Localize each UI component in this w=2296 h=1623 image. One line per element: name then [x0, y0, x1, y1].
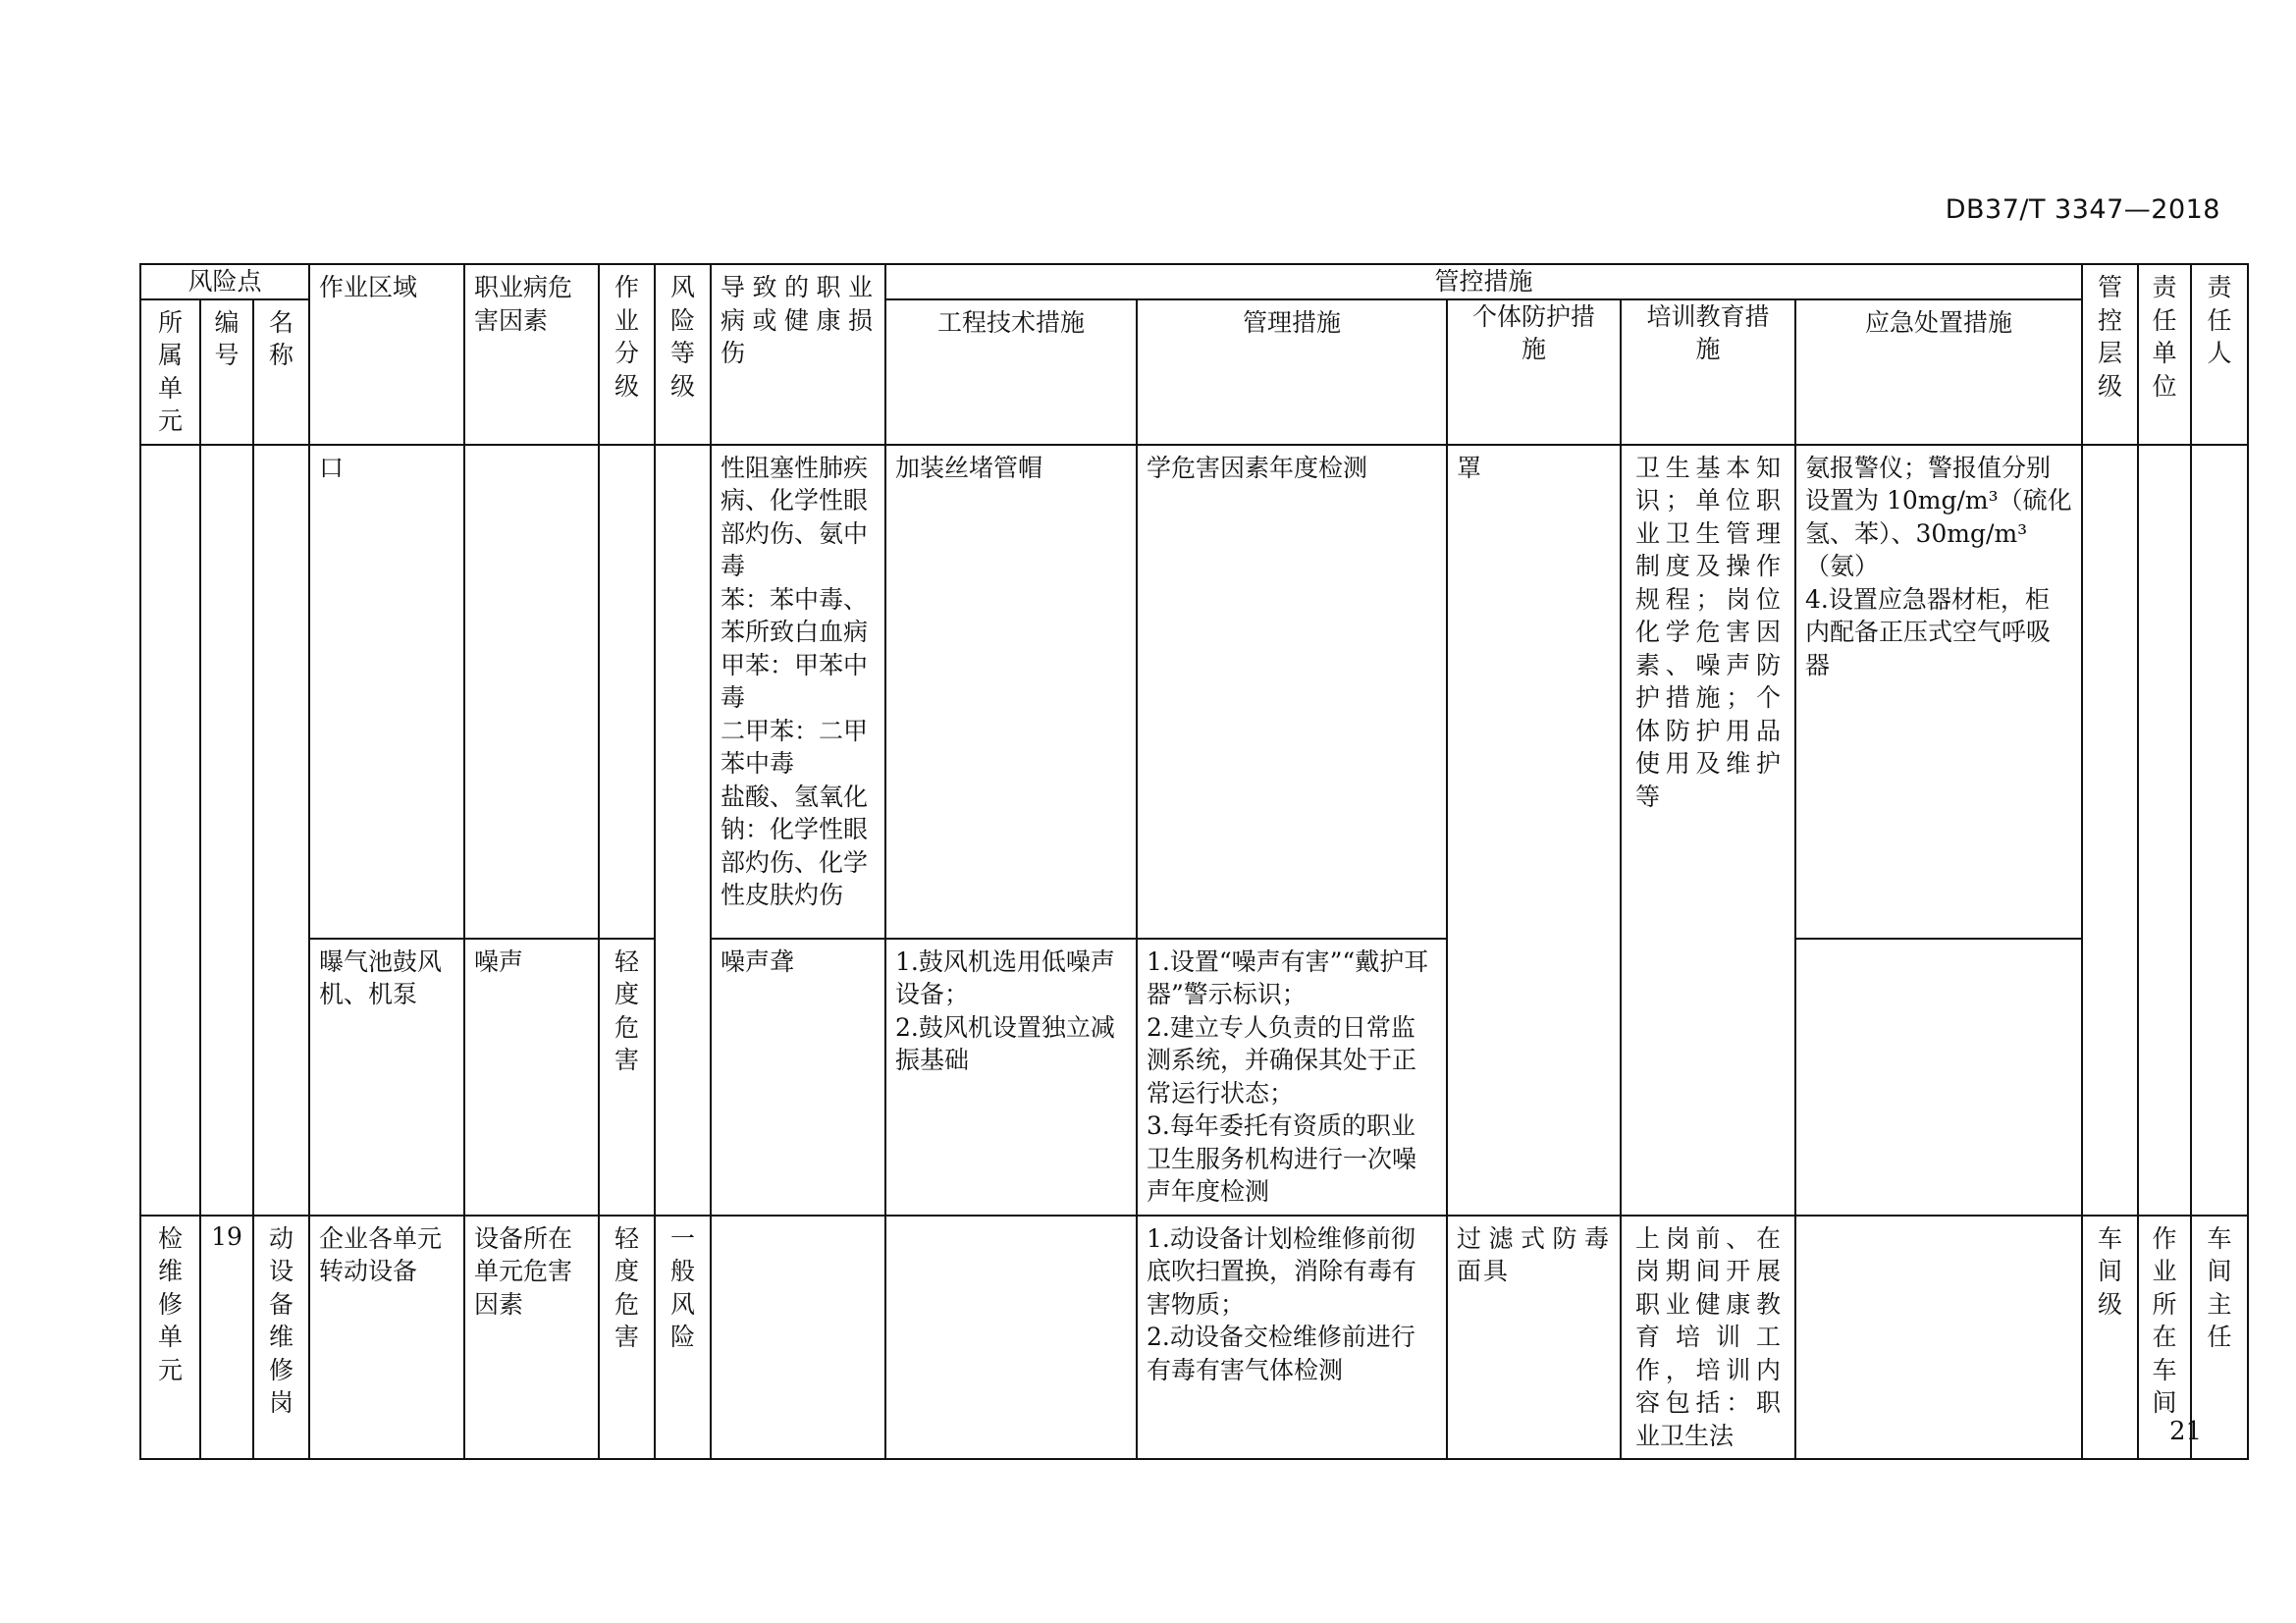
- header-control-measures: 管控措施: [885, 264, 2082, 299]
- management-line: 2.建立专人负责的日常监测系统，并确保其处于正常运行状态；: [1147, 1012, 1417, 1108]
- cell-control-level: 车间级: [2082, 1216, 2138, 1460]
- cell-disease: 噪声聋: [711, 939, 885, 1216]
- disease-line: 甲苯：甲苯中毒: [721, 650, 869, 712]
- cell-resp-unit: 作业所在车间: [2138, 1216, 2191, 1460]
- header-resp-unit: 责任单位: [2138, 264, 2191, 445]
- header-unit: 所属单元: [140, 299, 200, 445]
- disease-line: 苯：苯中毒、苯所致白血病: [721, 584, 869, 646]
- cell-disease: [711, 1216, 885, 1460]
- cell-work-grade: 轻度危害: [599, 939, 655, 1216]
- cell-risk-level: 一般风险: [655, 1216, 711, 1460]
- cell-name: [253, 445, 309, 1216]
- disease-line: 性阻塞性肺疾病、化学性眼部灼伤、氨中毒: [721, 453, 869, 580]
- risk-control-table: [139, 263, 2249, 1460]
- cell-disease: [711, 445, 885, 939]
- header-control-level: 管控层级: [2082, 264, 2138, 445]
- header-row-1: [140, 264, 2248, 299]
- engineering-line: 2.鼓风机设置独立减振基础: [895, 1012, 1115, 1074]
- cell-personal: 过滤式防毒面具: [1447, 1216, 1621, 1460]
- disease-line: 二甲苯：二甲苯中毒: [721, 716, 869, 778]
- document-code: DB37/T 3347—2018: [1945, 194, 2220, 225]
- cell-work-area: 曝气池鼓风机、机泵: [309, 939, 464, 1216]
- cell-work-area: 口: [309, 445, 464, 939]
- cell-unit: 检维修单元: [140, 1216, 200, 1460]
- header-disease: 导致的职业病或健康损伤: [711, 264, 885, 445]
- management-line: 3.每年委托有资质的职业卫生服务机构进行一次噪声年度检测: [1147, 1111, 1417, 1206]
- cell-control-level: [2082, 445, 2138, 1216]
- cell-emergency: [1795, 445, 2082, 939]
- cell-number: 19: [200, 1216, 253, 1460]
- cell-risk-level: [655, 445, 711, 1216]
- header-emergency: 应急处置措施: [1795, 299, 2082, 445]
- cell-resp-person: [2191, 445, 2248, 1216]
- cell-engineering: 加装丝堵管帽: [885, 445, 1137, 939]
- header-resp-person: 责任人: [2191, 264, 2248, 445]
- cell-management: 学危害因素年度检测: [1137, 445, 1447, 939]
- cell-training: 上岗前、在岗期间开展职业健康教育培训工作，培训内容包括：职业卫生法: [1621, 1216, 1795, 1460]
- header-risk-point: 风险点: [140, 264, 309, 299]
- emergency-line: 4.设置应急器材柜，柜内配备正压式空气呼吸器: [1805, 584, 2052, 679]
- header-personal: 个体防护措施: [1447, 299, 1621, 445]
- cell-hazard: [464, 445, 599, 939]
- header-hazard: 职业病危害因素: [464, 264, 599, 445]
- header-management: 管理措施: [1137, 299, 1447, 445]
- table-row: [140, 445, 2248, 939]
- cell-management: [1137, 1216, 1447, 1460]
- cell-resp-person: 车间主任: [2191, 1216, 2248, 1460]
- cell-work-grade: 轻度危害: [599, 1216, 655, 1460]
- cell-engineering: [885, 1216, 1137, 1460]
- cell-emergency: [1795, 1216, 2082, 1460]
- cell-engineering: [885, 939, 1137, 1216]
- management-line: 1.设置“噪声有害”“戴护耳器”警示标识；: [1147, 947, 1429, 1008]
- cell-hazard: 噪声: [464, 939, 599, 1216]
- cell-management: [1137, 939, 1447, 1216]
- cell-resp-unit: [2138, 445, 2191, 1216]
- cell-personal: 罩: [1447, 445, 1621, 1216]
- management-line: 1.动设备计划检维修前彻底吹扫置换，消除有毒有害物质；: [1147, 1223, 1417, 1319]
- engineering-line: 1.鼓风机选用低噪声设备；: [895, 947, 1115, 1008]
- emergency-line: 氨报警仪；警报值分别设置为 10mg/m³（硫化氢、苯）、30mg/m³（氨）: [1805, 453, 2072, 580]
- cell-work-area: 企业各单元转动设备: [309, 1216, 464, 1460]
- cell-work-grade: [599, 445, 655, 939]
- header-training: 培训教育措施: [1621, 299, 1795, 445]
- cell-training: 卫生基本知识；单位职业卫生管理制度及操作规程；岗位化学危害因素、噪声防护措施；个体防护用品使用及维护等: [1621, 445, 1795, 1216]
- cell-unit: [140, 445, 200, 1216]
- disease-line: 盐酸、氢氧化钠：化学性眼部灼伤、化学性皮肤灼伤: [721, 782, 869, 909]
- header-work-grade: 作业分级: [599, 264, 655, 445]
- cell-hazard: 设备所在单元危害因素: [464, 1216, 599, 1460]
- table-row: [140, 939, 2248, 1216]
- page-number: 21: [2169, 1417, 2203, 1446]
- header-number: 编号: [200, 299, 253, 445]
- header-risk-level: 风险等级: [655, 264, 711, 445]
- table-row: [140, 1216, 2248, 1460]
- header-name: 名称: [253, 299, 309, 445]
- header-work-area: 作业区域: [309, 264, 464, 445]
- header-engineering: 工程技术措施: [885, 299, 1137, 445]
- management-line: 2.动设备交检维修前进行有毒有害气体检测: [1147, 1323, 1415, 1384]
- cell-number: [200, 445, 253, 1216]
- cell-emergency: [1795, 939, 2082, 1216]
- cell-name: 动设备维修岗: [253, 1216, 309, 1460]
